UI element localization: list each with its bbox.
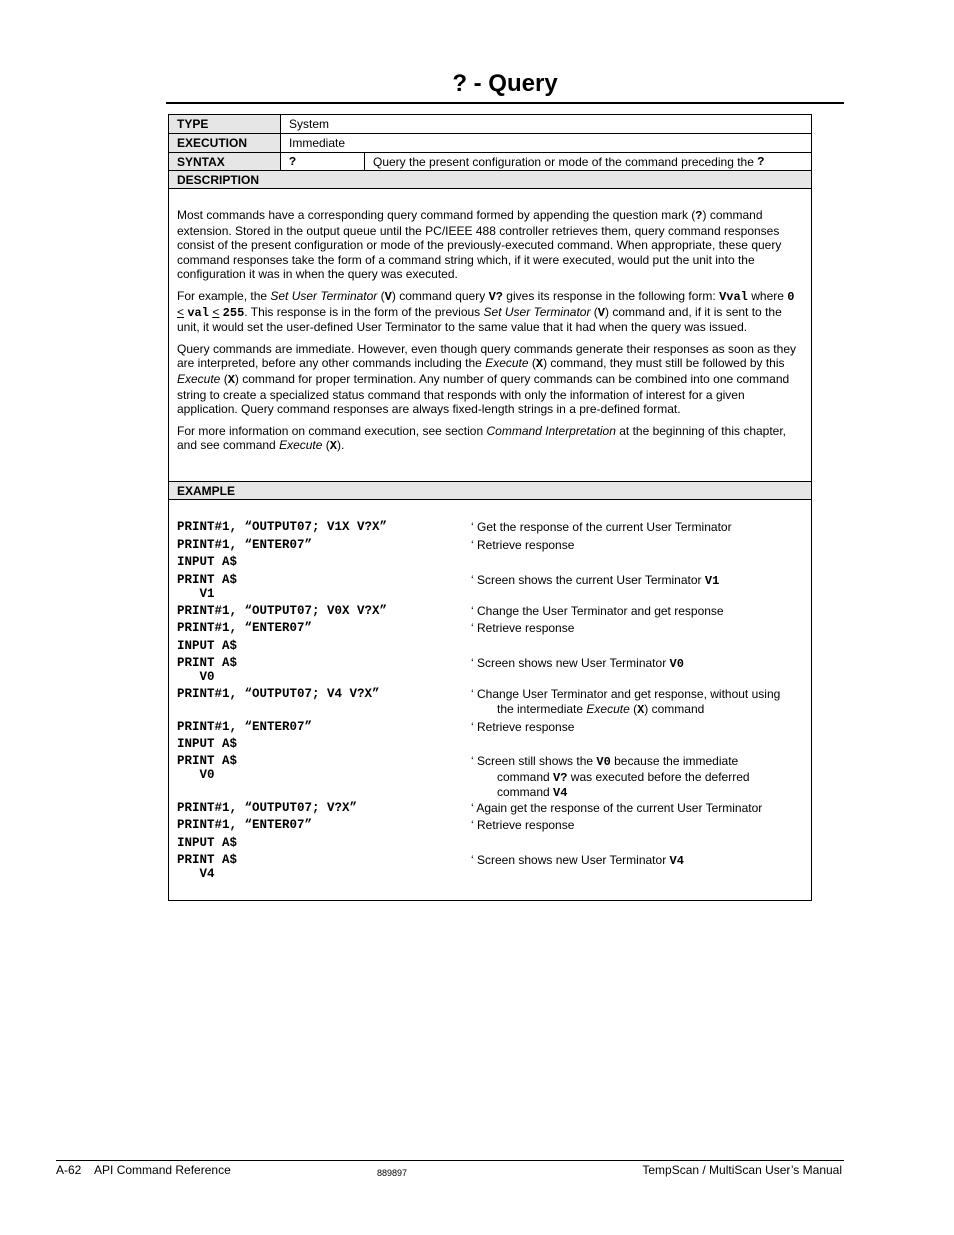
code-run: V? [488, 289, 503, 304]
page-title: ? - Query [452, 70, 558, 97]
syntax-text: Query the present configuration or mode of the command preceding the [373, 155, 754, 169]
syntax-row [169, 153, 811, 171]
comment-text: ‘ Get the response of the current User Terminator [471, 520, 732, 534]
text-run: ( [220, 371, 228, 386]
comment-text: because the immediate [610, 754, 739, 768]
example-comment [471, 538, 806, 553]
example-body [168, 500, 812, 901]
example-comment [471, 818, 806, 833]
example-comment [471, 604, 806, 619]
example-code: PRINT#1, “ENTER07” [177, 720, 313, 734]
example-code: PRINT A$ V0 [177, 656, 238, 684]
code-run: Vval [719, 289, 748, 304]
example-code: INPUT A$ [177, 737, 238, 751]
example-comment [471, 687, 806, 717]
example-comment [471, 754, 806, 801]
type-label: TYPE [169, 115, 281, 133]
code-run: X [227, 372, 235, 387]
comment-text: ‘ Retrieve response [471, 720, 575, 734]
comment-text: ) command [644, 701, 705, 716]
syntax-label: SYNTAX [169, 153, 281, 171]
italic-run: Execute [279, 438, 323, 453]
example-comment [471, 573, 806, 589]
comment-text: ‘ Screen shows new User Terminator [471, 656, 670, 670]
italic-run: Set User Terminator [483, 304, 591, 319]
code-run: ? [695, 209, 703, 223]
example-code: INPUT A$ [177, 639, 238, 653]
description-paragraph-4 [177, 424, 803, 454]
text-run: . This response is in the form of the previous [244, 304, 484, 319]
example-comment [471, 801, 806, 816]
description-heading: DESCRIPTION [168, 170, 812, 189]
comment-text: ‘ Change User Terminator and get response, without using [471, 687, 781, 701]
example-comment [471, 656, 806, 672]
code-run: X [535, 357, 544, 372]
comment-code: V0 [596, 755, 611, 769]
text-run: ) command, they must still be followed by this [543, 356, 785, 371]
description-paragraph-1 [177, 208, 803, 282]
code-run: V [384, 289, 392, 304]
execution-label: EXECUTION [169, 134, 281, 152]
example-comment [471, 621, 806, 636]
code-run: V [597, 305, 605, 320]
text-run: ) command query [391, 288, 489, 303]
syntax-description [365, 153, 811, 171]
comment-text: ( [629, 701, 638, 716]
example-code: PRINT#1, “OUTPUT07; V0X V?X” [177, 604, 388, 618]
italic-run: Execute [485, 356, 529, 371]
comment-text: ‘ Again get the response of the current User Terminator [471, 801, 763, 815]
footer-right: TempScan / MultiScan User’s Manual [642, 1163, 842, 1177]
example-code: INPUT A$ [177, 836, 238, 850]
comment-text: ‘ Screen shows new User Terminator [471, 853, 670, 867]
text-run: ( [590, 304, 598, 319]
comment-text: ‘ Screen still shows the [471, 754, 597, 768]
example-code: PRINT A$ V1 [177, 573, 238, 601]
example-code: INPUT A$ [177, 555, 238, 569]
title-rule [166, 102, 844, 104]
code-run: X [329, 439, 337, 454]
italic-run: Execute [177, 371, 221, 386]
comment-code: V1 [704, 574, 720, 588]
footer-rule [56, 1160, 844, 1161]
example-code: PRINT#1, “OUTPUT07; V1X V?X” [177, 520, 388, 534]
italic-run: Command Interpretation [486, 423, 616, 438]
example-code: PRINT#1, “ENTER07” [177, 621, 313, 635]
syntax-tail: ? [757, 155, 765, 169]
code-run: 255 [222, 305, 245, 320]
example-code: PRINT A$ V4 [177, 853, 238, 881]
footer-center: 889897 [377, 1168, 408, 1178]
comment-text: command [497, 769, 554, 784]
comment-code: V4 [669, 854, 684, 868]
description-paragraph-2 [177, 289, 803, 335]
footer-left: A-62 API Command Reference [56, 1163, 231, 1177]
text-run: Most commands have a corresponding query command formed by appending the question mark ( [177, 208, 696, 222]
description-paragraph-3 [177, 342, 803, 417]
text-run: For more information on command execution, see section [177, 423, 487, 438]
example-comment [471, 520, 806, 535]
comment-code: V4 [553, 786, 568, 801]
comment-text: ‘ Change the User Terminator and get response [471, 604, 724, 618]
comment-italic: Execute [586, 701, 630, 716]
comment-text: ‘ Retrieve response [471, 621, 575, 635]
italic-run: Set User Terminator [270, 288, 378, 303]
example-code: PRINT#1, “OUTPUT07; V?X” [177, 801, 358, 815]
description-body [168, 189, 812, 482]
example-code: PRINT#1, “OUTPUT07; V4 V?X” [177, 687, 380, 701]
syntax-symbol: ? [281, 153, 365, 171]
comment-code: V0 [669, 657, 684, 671]
example-code: PRINT A$ V0 [177, 754, 238, 782]
symbol-run: < [212, 304, 220, 319]
text-run: where [747, 288, 788, 303]
comment-code: X [637, 702, 645, 717]
text-run: Query commands are immediate. However, even though query commands generate their responses as soon as they are interpreted, before any other commands including the [177, 341, 796, 371]
type-row [169, 115, 811, 134]
example-comment [471, 720, 806, 735]
text-run: ( [377, 288, 385, 303]
text-run: ) command for proper termination. Any number of query commands can be combined into one command string to create a specialized status command that responds with only the information of interest for a given application. Query command responses are always fixed-length strings in a pre-defined format. [177, 371, 790, 417]
text-run: ). [336, 438, 345, 453]
code-run: val [187, 305, 209, 320]
execution-row [169, 134, 811, 153]
text-run: ( [528, 356, 536, 371]
example-heading: EXAMPLE [168, 481, 812, 500]
comment-text: the intermediate [497, 701, 587, 716]
code-run: 0 [787, 289, 795, 304]
text-run: ( [322, 438, 330, 453]
comment-code: V? [553, 770, 568, 785]
comment-text: ‘ Screen shows the current User Terminator [471, 573, 705, 587]
type-value: System [289, 117, 330, 131]
text-run: For example, the [177, 288, 271, 303]
example-comment [471, 853, 806, 869]
text-run: gives its response in the following form: [502, 288, 720, 303]
text-run: ) command and, if it is sent to the unit, it would set the user-defined User Terminator to the same value that it had when the query was issued. [177, 304, 782, 335]
comment-text: ‘ Retrieve response [471, 818, 575, 832]
comment-text: command [497, 785, 554, 800]
comment-text: was executed before the deferred [567, 769, 750, 784]
symbol-run: < [177, 304, 185, 319]
command-summary-table [168, 114, 812, 171]
execution-value: Immediate [289, 136, 346, 150]
text-run: ) command extension. Stored in the output queue until the PC/IEEE 488 controller retrieves them, query command responses consist of the present configuration or mode of the previously-executed command. When appropriate, these query command responses take the form of a command string which, if it were executed, would put the unit into the configuration it was in when the query was executed. [177, 208, 782, 282]
example-code: PRINT#1, “ENTER07” [177, 818, 313, 832]
text-run: at the beginning of this chapter, and see command [177, 423, 787, 453]
example-code: PRINT#1, “ENTER07” [177, 538, 313, 552]
comment-text: ‘ Retrieve response [471, 538, 575, 552]
